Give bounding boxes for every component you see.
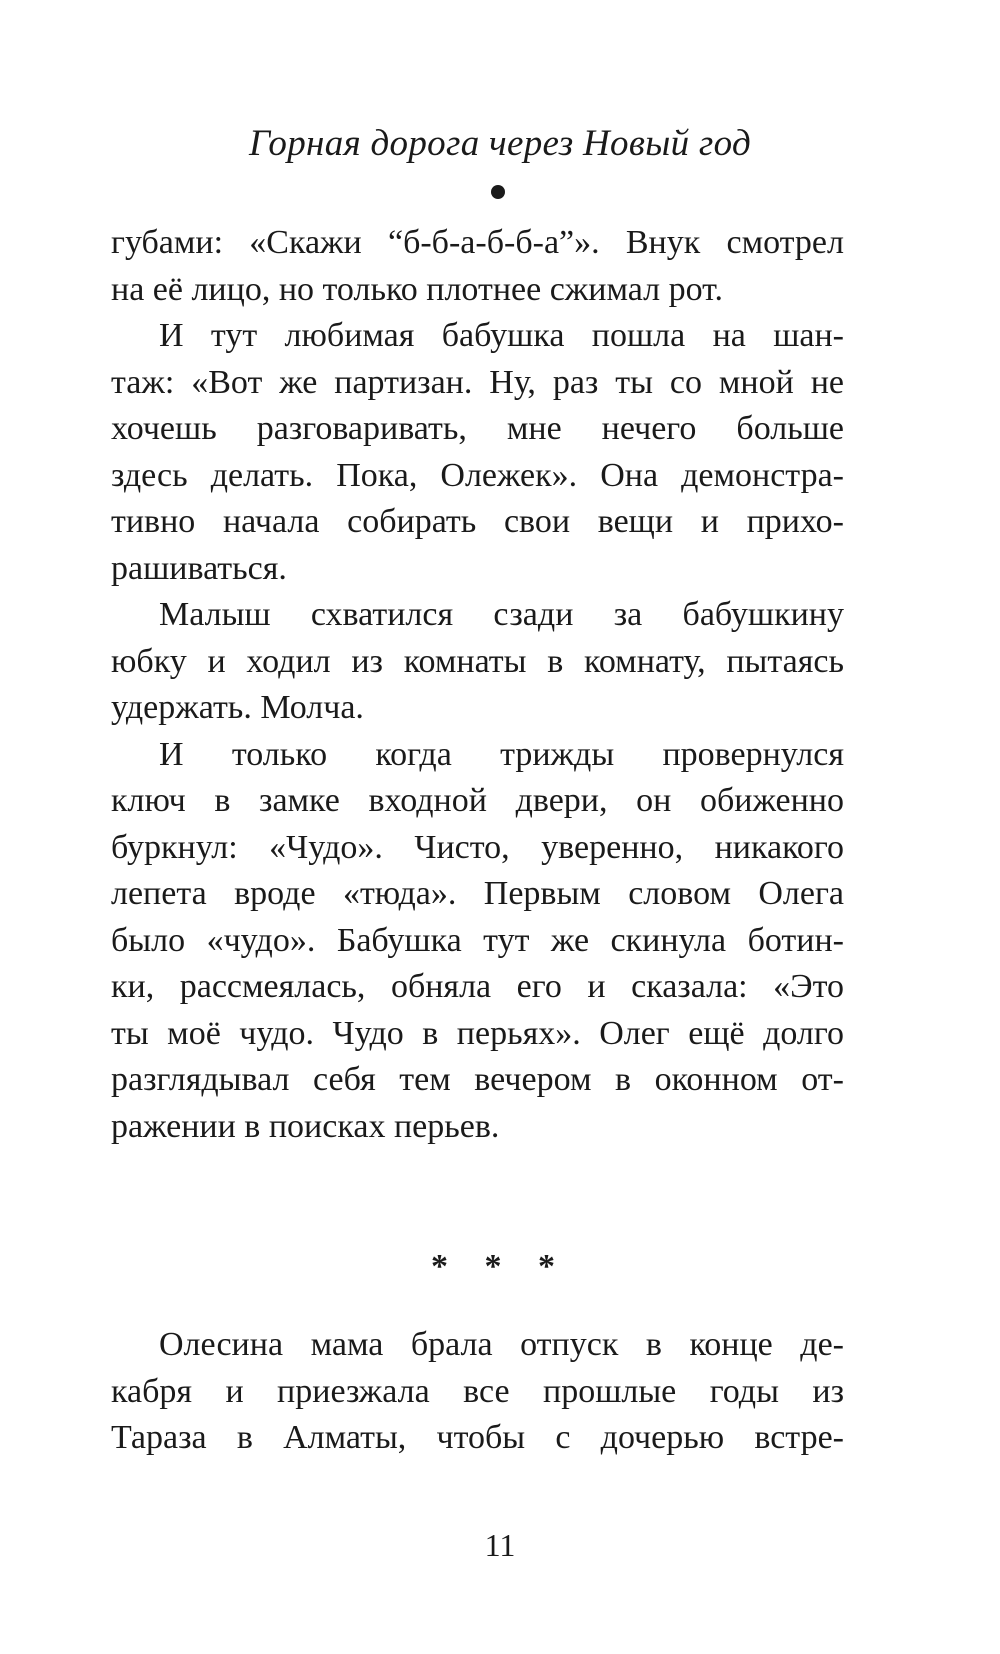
- text-line: лепета вроде «тюда». Первым словом Олега: [111, 875, 844, 912]
- text-line: кабря и приезжала все прошлые годы из: [111, 1372, 844, 1410]
- text-line: хочешь разговаривать, мне нечего больше: [111, 410, 844, 447]
- text-line: разглядывал себя тем вечером в оконном от-: [111, 1061, 844, 1098]
- page-number: 11: [484, 1527, 516, 1563]
- body-text-after-break: [111, 1322, 844, 1462]
- paragraph: [111, 592, 844, 732]
- text-line: Малыш схватился сзади за бабушкину: [159, 596, 844, 633]
- text-line: на её лицо, но только плотнее сжимал рот.: [111, 270, 723, 308]
- text-line: удержать. Молча.: [111, 689, 364, 726]
- head-bullet-ornament: [491, 185, 505, 199]
- section-break-asterisks: * * *: [431, 1248, 569, 1285]
- paragraph: [111, 220, 844, 313]
- text-line: Олесина мама брала отпуск в конце де-: [159, 1326, 844, 1363]
- text-line: буркнул: «Чудо». Чисто, уверенно, никакого: [111, 828, 844, 866]
- text-line: юбку и ходил из комнаты в комнату, пытаясь: [111, 642, 844, 680]
- text-line: было «чудо». Бабушка тут же скинула ботин-: [111, 921, 844, 959]
- paragraph: [111, 313, 844, 592]
- text-line: ки, рассмеялась, обняла его и сказала: «Это: [111, 968, 844, 1005]
- text-line: ты моё чудо. Чудо в перьях». Олег ещё долго: [111, 1014, 844, 1052]
- paragraph: [111, 732, 844, 1151]
- text-line: губами: «Скажи “б-б-а-б-б-а”». Внук смотрел: [111, 224, 844, 261]
- text-line: ключ в замке входной двери, он обиженно: [111, 782, 844, 819]
- running-head: Горная дорога через Новый год: [249, 123, 751, 164]
- text-line: ражении в поисках перьев.: [111, 1107, 500, 1145]
- text-line: Тараза в Алматы, чтобы с дочерью встре-: [111, 1419, 844, 1456]
- text-line: рашиваться.: [111, 549, 287, 587]
- text-line: И тут любимая бабушка пошла на шан-: [159, 317, 844, 354]
- paragraph: [111, 1322, 844, 1462]
- text-line: таж: «Вот же партизан. Ну, раз ты со мной не: [111, 363, 844, 401]
- body-text: [111, 220, 844, 1150]
- text-line: тивно начала собирать свои вещи и прихо-: [111, 503, 844, 540]
- text-line: И только когда трижды провернулся: [159, 735, 844, 773]
- text-line: здесь делать. Пока, Олежек». Она демонстра-: [111, 456, 844, 494]
